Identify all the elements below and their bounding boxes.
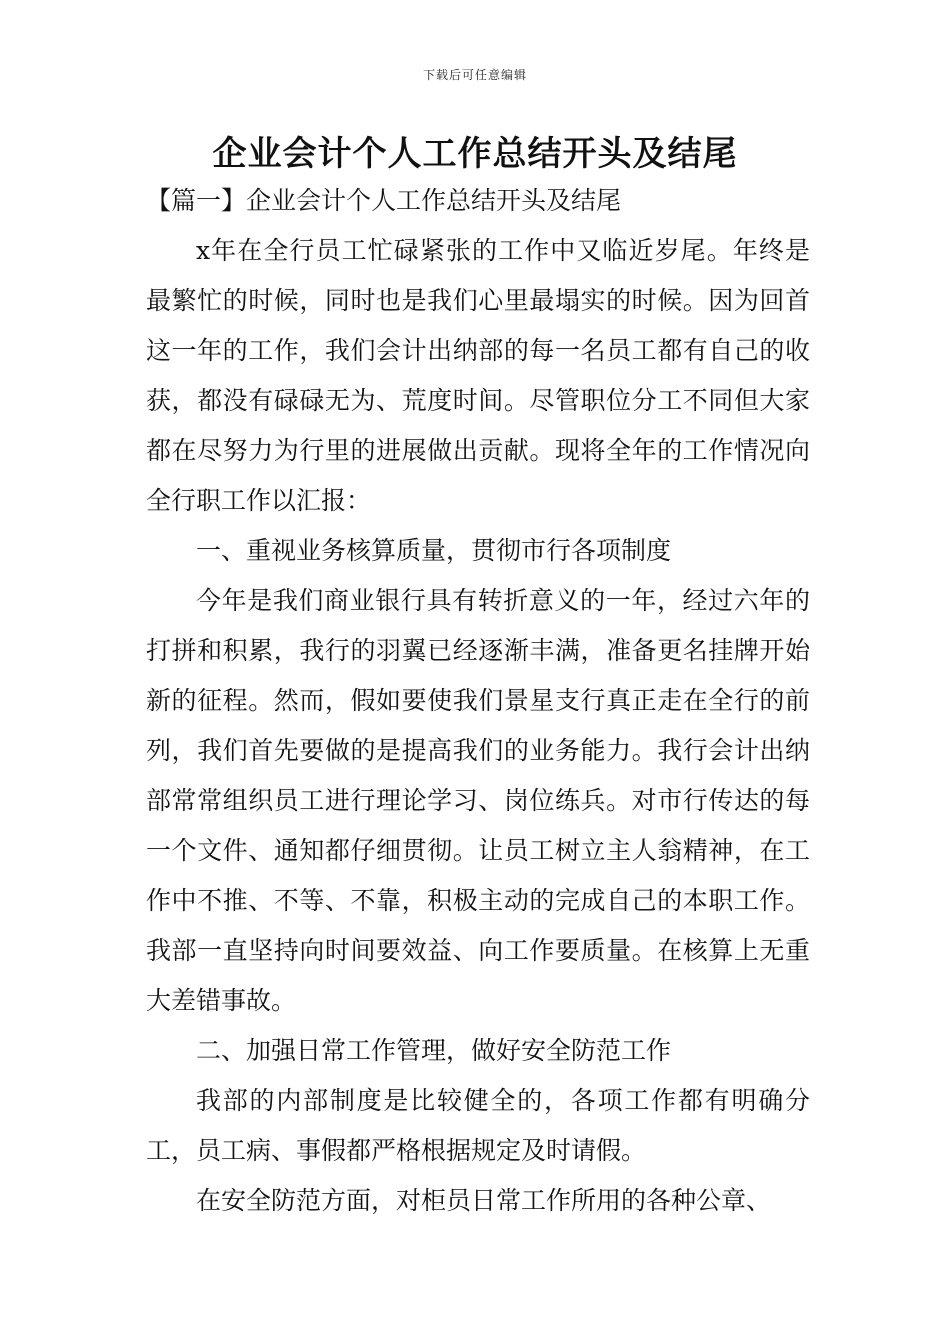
paragraph-security: 在安全防范方面，对柜员日常工作所用的各种公章、 <box>196 1186 772 1215</box>
paragraph-intro: x年在全行员工忙碌紧张的工作中又临近岁尾。年终是最繁忙的时候，同时也是我们心里最塌实的时候。因为回首这一年的工作，我们会计出纳部的每一名员工都有自己的收获，都没有碌碌无为、荒度时间。尽管职位分工不同但大家都在尽努力为行里的进展做出贡献。现将全年的工作情况向全行职工作以汇报： <box>146 236 810 515</box>
document-title: 企业会计个人工作总结开头及结尾 <box>212 134 738 174</box>
section-heading: 【篇一】企业会计个人工作总结开头及结尾 <box>146 186 622 215</box>
paragraph-internal-rules: 我部的内部制度是比较健全的，各项工作都有明确分工，员工病、事假都严格根据规定及时请假。 <box>146 1086 810 1165</box>
subheading-1: 一、重视业务核算质量，贯彻市行各项制度 <box>196 536 672 565</box>
paragraph-business-quality: 今年是我们商业银行具有转折意义的一年，经过六年的打拼和积累，我行的羽翼已经逐渐丰满，准备更名挂牌开始新的征程。然而，假如要使我们景星支行真正走在全行的前列，我们首先要做的是提高我们的业务能力。我行会计出纳部常常组织员工进行理论学习、岗位练兵。对市行传达的每一个文件、通知都仔细贯彻。让员工树立主人翁精神，在工作中不推、不等、不靠，积极主动的完成自己的本职工作。我部一直坚持向时间要效益、向工作要质量。在核算上无重大差错事故。 <box>146 586 810 1015</box>
document-body <box>146 176 810 1226</box>
page-header-note: 下载后可任意编辑 <box>422 68 527 82</box>
subheading-2: 二、加强日常工作管理，做好安全防范工作 <box>196 1036 672 1065</box>
